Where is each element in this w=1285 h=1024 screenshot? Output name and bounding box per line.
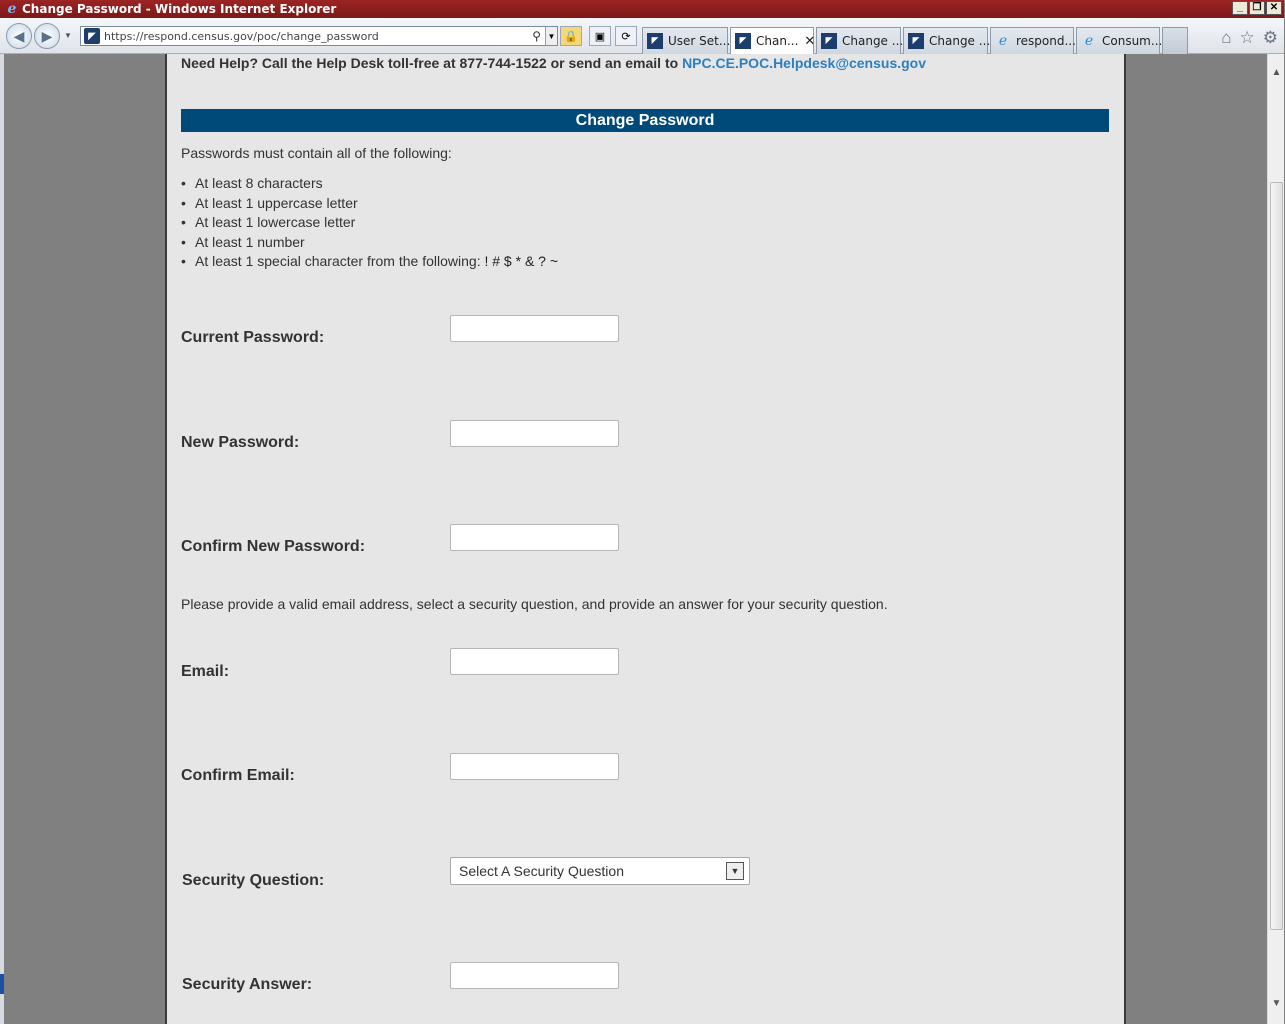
ie-logo-icon: e — [7, 1, 17, 17]
list-item: • At least 1 number — [181, 233, 305, 250]
home-icon[interactable]: ⌂ — [1221, 28, 1232, 47]
tab-label: respond... — [1016, 34, 1076, 48]
search-icon[interactable]: ⚲ — [532, 29, 541, 43]
census-icon: ◤ — [908, 33, 924, 49]
back-button[interactable]: ◀ — [6, 23, 32, 49]
tab-consumer[interactable] — [1076, 27, 1163, 54]
change-password-header: Change Password — [181, 109, 1109, 132]
site-favicon-icon: ◤ — [84, 28, 100, 44]
tab-label: Change ... — [842, 34, 904, 48]
special-characters: ! # $ * & ? ~ — [484, 253, 559, 269]
confirm-password-label: Confirm New Password: — [181, 538, 366, 555]
ie-icon: e — [1084, 33, 1094, 49]
vertical-scrollbar[interactable] — [1267, 54, 1284, 1024]
helpdesk-email-link[interactable]: NPC.CE.POC.Helpdesk@census.gov — [682, 55, 927, 71]
page-content — [165, 54, 1126, 1024]
census-icon: ◤ — [821, 33, 837, 49]
security-answer-input[interactable] — [450, 962, 619, 989]
new-password-input[interactable] — [450, 420, 619, 447]
address-dropdown-icon[interactable]: ▼ — [545, 27, 557, 45]
list-item: • At least 1 lowercase letter — [181, 214, 356, 230]
email-input[interactable] — [450, 648, 619, 675]
security-question-value: Select A Security Question — [459, 863, 624, 879]
browser-toolbar — [0, 18, 1284, 54]
scroll-up-icon[interactable]: ▲ — [1271, 67, 1282, 78]
gear-icon[interactable]: ⚙ — [1262, 28, 1278, 47]
email-instructions: Please provide a valid email address, select a security question, and provide an answer for your security question. — [181, 596, 888, 612]
chevron-down-icon[interactable]: ▼ — [726, 862, 744, 880]
confirm-email-input[interactable] — [450, 753, 619, 780]
tab-label: User Set... — [668, 34, 731, 48]
current-password-label: Current Password: — [181, 329, 325, 346]
tab-user-settings[interactable] — [642, 27, 731, 54]
security-question-label: Security Question: — [182, 872, 325, 889]
forward-button[interactable]: ▶ — [34, 23, 60, 49]
security-answer-label: Security Answer: — [182, 976, 313, 993]
tab-respond[interactable] — [990, 27, 1074, 54]
new-tab-button[interactable] — [1162, 27, 1188, 54]
refresh-icon[interactable]: ⟳ — [615, 26, 637, 46]
security-question-select[interactable] — [450, 857, 750, 885]
tab-strip — [642, 27, 1188, 54]
browser-right-icons — [1221, 28, 1278, 48]
email-label: Email: — [181, 663, 230, 680]
ie-icon: e — [998, 33, 1008, 49]
new-password-label: New Password: — [181, 434, 300, 451]
help-message: Need Help? Call the Help Desk toll-free at 877-744-1522 or send an email to — [181, 55, 683, 71]
close-window-button[interactable]: ✕ — [1266, 1, 1282, 15]
left-edge-marker — [0, 974, 4, 994]
list-item: • At least 1 special character from the following: ! # $ * & ? ~ — [181, 253, 559, 269]
password-rules-list — [181, 174, 558, 272]
left-edge-strip — [0, 54, 4, 1024]
tab-label: Chan... — [756, 34, 799, 48]
scrollbar-thumb[interactable] — [1270, 182, 1283, 930]
tab-change-2[interactable] — [816, 27, 904, 54]
confirm-email-label: Confirm Email: — [181, 767, 295, 784]
confirm-password-input[interactable] — [450, 524, 619, 551]
history-dropdown-icon[interactable]: ▼ — [64, 31, 72, 40]
list-item: • At least 1 uppercase letter — [181, 194, 358, 211]
favorites-star-icon[interactable]: ☆ — [1239, 28, 1255, 47]
census-icon: ◤ — [735, 33, 751, 49]
list-item: • At least 8 characters — [181, 175, 323, 191]
tab-change-3[interactable] — [903, 27, 991, 54]
address-bar[interactable] — [80, 26, 558, 46]
window-titlebar — [0, 0, 1284, 18]
tab-label: Change ... — [929, 34, 991, 48]
restore-button[interactable]: ❐ — [1249, 1, 1265, 15]
close-tab-icon[interactable]: ✕ — [804, 33, 816, 49]
minimize-button[interactable]: _ — [1232, 1, 1248, 15]
address-url[interactable]: https://respond.census.gov/poc/change_password — [104, 29, 379, 43]
password-rules-intro: Passwords must contain all of the following: — [181, 145, 452, 161]
lock-icon[interactable]: 🔒 — [560, 26, 582, 46]
current-password-input[interactable] — [450, 315, 619, 342]
tab-change-password-active[interactable] — [730, 27, 814, 54]
window-title: Change Password - Windows Internet Explorer — [22, 2, 337, 16]
tab-label: Consum... — [1102, 34, 1163, 48]
compatibility-icon[interactable]: ▣ — [589, 26, 611, 46]
window-controls — [1232, 1, 1282, 15]
scroll-down-icon[interactable]: ▼ — [1271, 998, 1282, 1009]
help-text — [181, 55, 926, 71]
census-icon: ◤ — [647, 33, 663, 49]
